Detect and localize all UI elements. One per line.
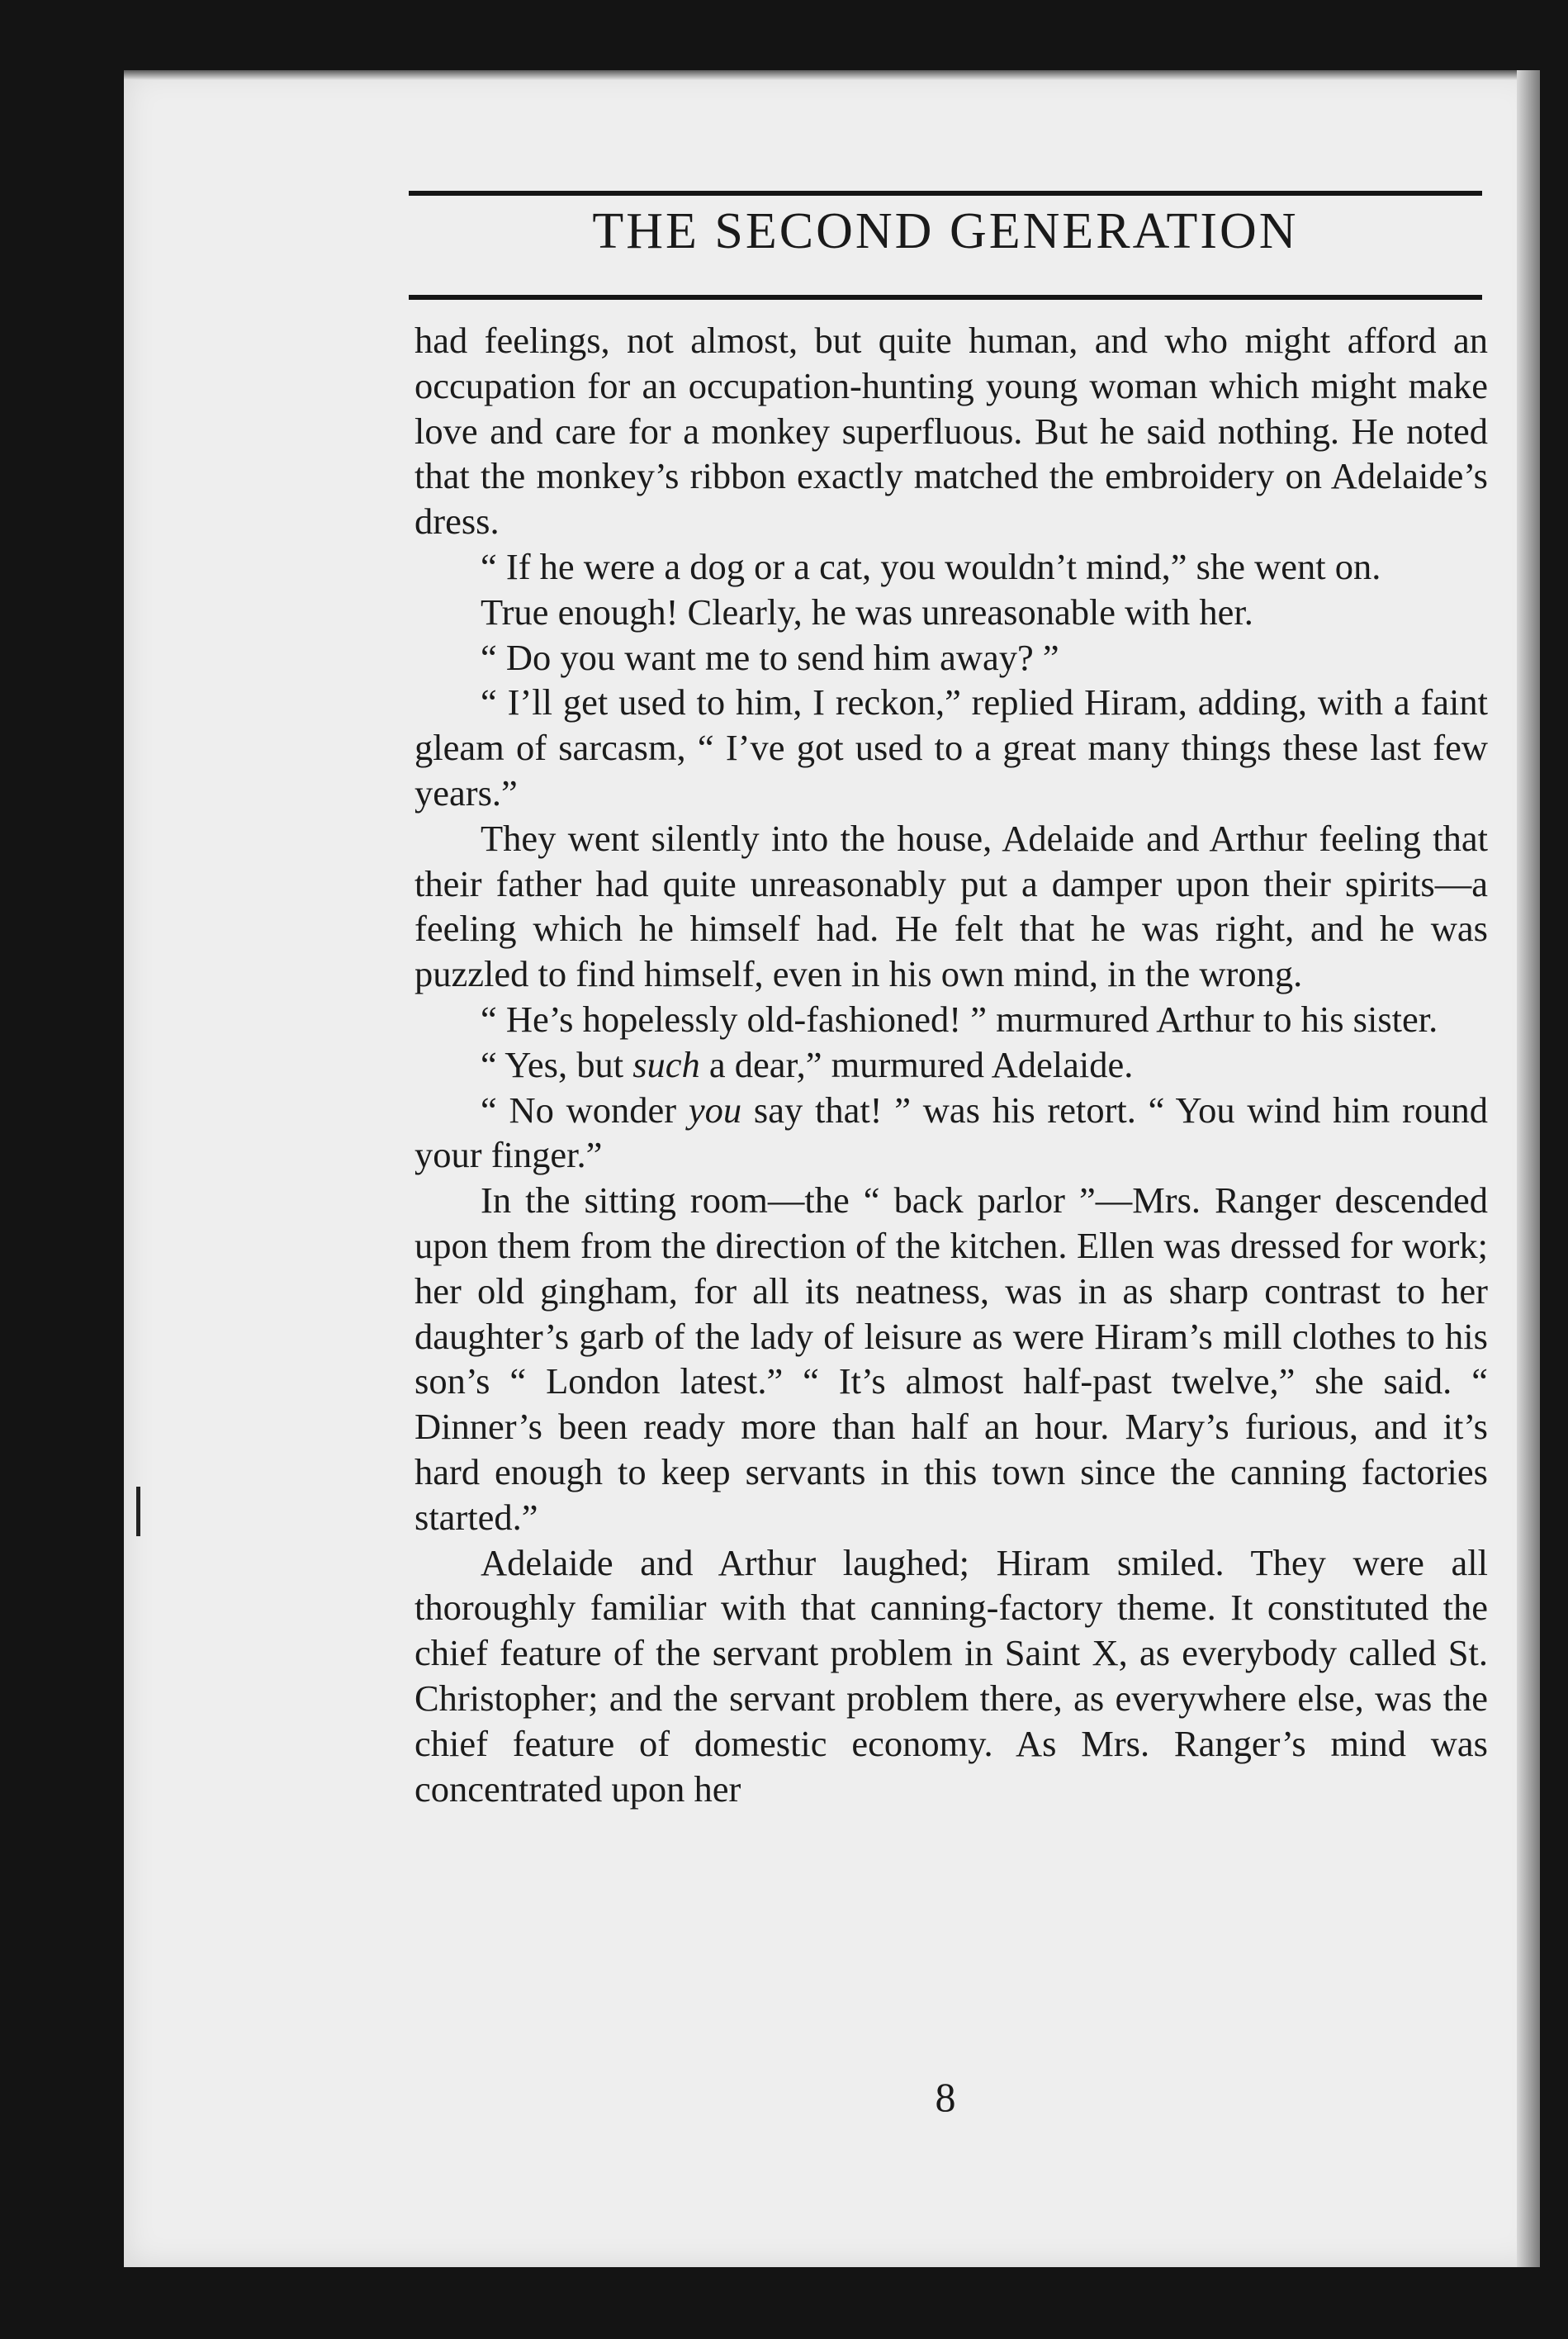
paragraph-p3: True enough! Clearly, he was unreasonable with her.	[481, 591, 1253, 633]
paragraph-p5: “ I’ll get used to him, I reckon,” replied Hiram, adding, with a faint gleam of sarcasm, “ I’ve got used to a great many things these last few years.”	[415, 681, 1488, 814]
body-text	[415, 318, 1488, 1811]
book-page	[124, 70, 1540, 2267]
paragraph-p9-emphasis: you	[688, 1089, 742, 1131]
page-right-edge	[1517, 70, 1540, 2267]
paragraph-p8-before: “ Yes, but	[481, 1043, 633, 1085]
header-rule-bottom	[409, 295, 1482, 300]
paragraph-p7: “ He’s hopelessly old-fashioned! ” murmured Arthur to his sister.	[481, 998, 1438, 1040]
paragraph-p2: “ If he were a dog or a cat, you wouldn’t mind,” she went on.	[481, 545, 1381, 587]
paragraph-p8-after: a dear,” murmured Adelaide.	[699, 1043, 1134, 1085]
paragraph-p9-after: say that! ” was his retort. “ You wind him round your finger.”	[415, 1089, 1488, 1176]
paragraph-p9-before: “ No wonder	[481, 1089, 689, 1131]
paragraph-p9	[415, 1088, 1488, 1179]
paragraph-p1: had feelings, not almost, but quite human, and who might afford an occupation for an occupation-hunting young woman which might make love and care for a monkey superfluous. But he said nothing. He noted that the monkey’s ribbon exactly matched the embroidery on Adelaide’s dress.	[415, 320, 1488, 543]
paragraph-p8-emphasis: such	[632, 1043, 700, 1085]
paragraph-p4: “ Do you want me to send him away? ”	[481, 636, 1059, 678]
paragraph-p10: In the sitting room—the “ back parlor ”—Mrs. Ranger descended upon them from the direction of the kitchen. Ellen was dressed for work; her old gingham, for all its neatness, was in as sharp contrast to her daughter’s garb of the lady of leisure as were Hiram’s mill clothes to his son’s “ London latest.” “ It’s almost half-past twelve,” she said. “ Dinner’s been ready more than half an hour. Mary’s furious, and it’s hard enough to keep servants in this town since the canning factories started.”	[415, 1179, 1488, 1538]
scan-mark	[136, 1487, 140, 1536]
paragraph-p11: Adelaide and Arthur laughed; Hiram smiled. They were all thoroughly familiar with that canning-factory theme. It constituted the chief feature of the servant problem in Saint X, as everybody called St. Christopher; and the servant problem there, as everywhere else, was the chief feature of domestic economy. As Mrs. Ranger’s mind was concentrated upon her	[415, 1541, 1488, 1810]
header-rule-top	[409, 191, 1482, 196]
page-number: 8	[935, 2074, 956, 2120]
paragraph-p8	[415, 1042, 1488, 1088]
page-top-edge	[124, 70, 1540, 80]
paragraph-p6: They went silently into the house, Adelaide and Arthur feeling that their father had quite unreasonably put a damper upon their spirits—a feeling which he himself had. He felt that he was right, and he was puzzled to find himself, even in his own mind, in the wrong.	[415, 817, 1488, 995]
running-head: THE SECOND GENERATION	[592, 203, 1299, 259]
